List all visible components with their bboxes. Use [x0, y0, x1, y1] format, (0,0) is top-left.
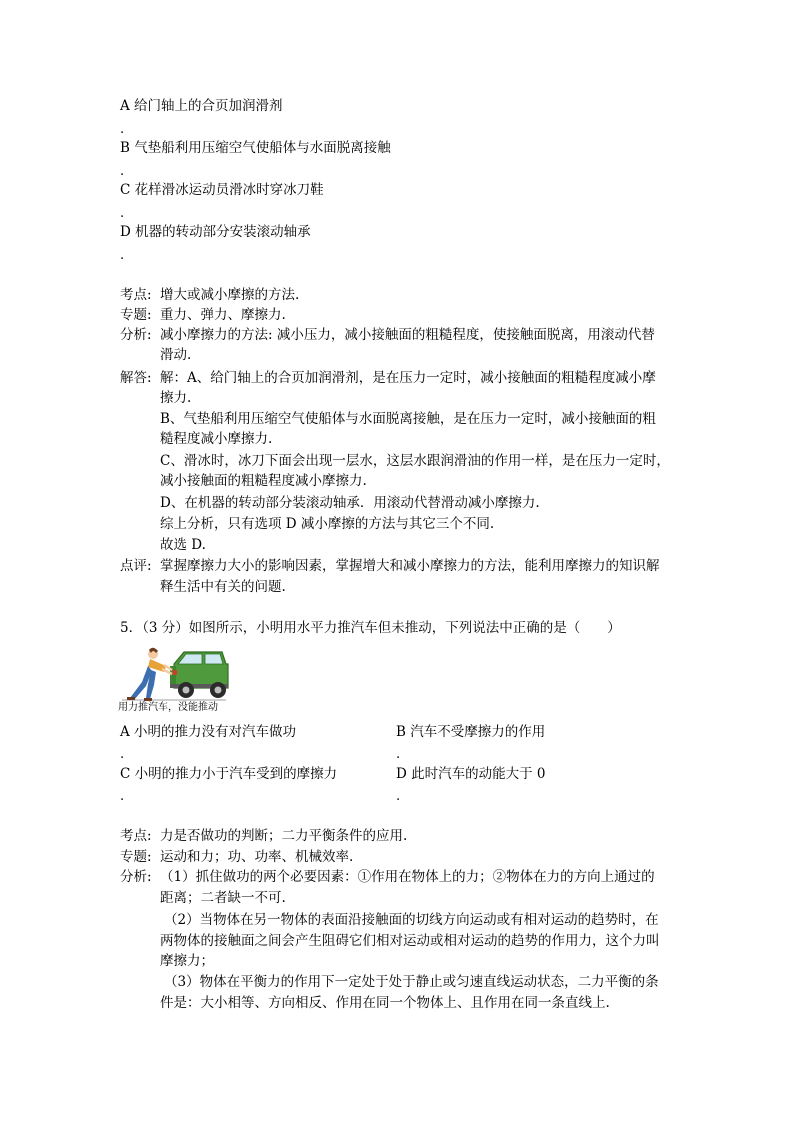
q4-jieda-line: C、滑冰时，冰刀下面会出现一层水，这层水跟润滑油的作用一样，是在压力一定时， — [160, 453, 670, 469]
q5-fenxi-line: （1）抓住做功的两个必要因素：①作用在物体上的力；②物体在力的方向上通过的 — [160, 869, 655, 885]
q4-option-a-dot: . — [120, 122, 125, 137]
q4-fenxi-line: 减小摩擦力的方法: 减小压力，减小接触面的粗糙程度，使接触面脱离，用滚动代替 — [160, 327, 655, 343]
q5-option-b-dot: . — [396, 747, 401, 762]
q4-jieda-line: 擦力. — [160, 390, 192, 406]
q4-dianping-line: 释生活中有关的问题. — [160, 579, 286, 595]
q4-kaodian-label: 考点: — [120, 287, 152, 303]
q4-jieda-line: 解：A、给门轴上的合页加润滑剂，是在压力一定时，减小接触面的粗糙程度减小摩 — [160, 370, 656, 386]
q5-fenxi-line: 距离；二者缺一不可. — [160, 890, 286, 906]
q4-jieda-line: D、在机器的转动部分装滚动轴承．用滚动代替滑动减小摩擦力. — [160, 495, 540, 511]
q5-option-a-dot: . — [120, 747, 125, 762]
q4-option-b: B 气垫船利用压缩空气使船体与水面脱离接触 — [120, 140, 391, 156]
push-car-illustration — [118, 644, 230, 704]
q4-jieda-line: B、气垫船利用压缩空气使船体与水面脱离接触，是在压力一定时，减小接触面的粗 — [160, 411, 656, 427]
q5-kaodian: 力是否做功的判断；二力平衡条件的应用. — [160, 828, 408, 844]
q4-kaodian: 增大或减小摩擦的方法. — [160, 287, 300, 303]
q4-jieda-line: 综上分析，只有选项 D 减小摩擦的方法与其它三个不同. — [160, 516, 495, 532]
q4-option-a: A 给门轴上的合页加润滑剂 — [120, 98, 283, 114]
q4-option-b-dot: . — [120, 164, 125, 179]
q5-fenxi-line: （2）当物体在另一物体的表面沿接触面的切线方向运动或有相对运动的趋势时，在 — [164, 912, 659, 928]
figure-caption: 用力推汽车，没能推动 — [118, 702, 218, 713]
q4-option-c-dot: . — [120, 206, 125, 221]
q5-option-d-dot: . — [396, 789, 401, 804]
q5-fenxi-label: 分析: — [120, 869, 152, 885]
q4-jieda-label: 解答: — [120, 370, 152, 386]
q5-option-b: B 汽车不受摩擦力的作用 — [396, 724, 546, 740]
q5-fenxi-line: （3）物体在平衡力的作用下一定处于处于静止或匀速直线运动状态，二力平衡的条 — [164, 974, 659, 990]
q4-jieda-line: 减小接触面的粗糙程度减小摩擦力. — [160, 473, 367, 489]
q4-option-d: D 机器的转动部分安装滚动轴承 — [120, 224, 311, 240]
q5-fenxi-line: 摩擦力； — [160, 953, 214, 969]
q5-option-d: D 此时汽车的动能大于 0 — [396, 766, 546, 782]
q5-zhuanti: 运动和力；功、功率、机械效率. — [160, 849, 354, 865]
q5-fenxi-line: 件是：大小相等、方向相反、作用在同一个物体上、且作用在同一条直线上. — [160, 995, 610, 1011]
q5-fenxi-line: 两物体的接触面之间会产生阻碍它们相对运动或相对运动的趋势的作用力，这个力叫 — [160, 933, 660, 949]
q5-stem: 5．（3 分）如图所示，小明用水平力推汽车但未推动，下列说法中正确的是（ ） — [120, 620, 621, 636]
q4-dianping-line: 掌握摩擦力大小的影响因素，掌握增大和减小摩擦力的方法，能利用摩擦力的知识解 — [160, 558, 660, 574]
q4-dianping-label: 点评: — [120, 558, 152, 574]
q5-option-c: C 小明的推力小于汽车受到的摩擦力 — [120, 766, 338, 782]
q4-fenxi-label: 分析: — [120, 327, 152, 343]
q4-jieda-line: 故选 D. — [160, 537, 206, 553]
q5-zhuanti-label: 专题: — [120, 849, 152, 865]
q4-fenxi-line: 滑动. — [160, 347, 192, 363]
q4-option-d-dot: . — [120, 248, 125, 263]
q4-zhuanti-label: 专题: — [120, 307, 152, 323]
q5-option-c-dot: . — [120, 789, 125, 804]
q5-option-a: A 小明的推力没有对汽车做功 — [120, 724, 297, 740]
q4-zhuanti: 重力、弹力、摩擦力. — [160, 307, 286, 323]
q4-option-c: C 花样滑冰运动员滑冰时穿冰刀鞋 — [120, 182, 324, 198]
q5-kaodian-label: 考点: — [120, 828, 152, 844]
q4-jieda-line: 糙程度减小摩擦力. — [160, 431, 273, 447]
